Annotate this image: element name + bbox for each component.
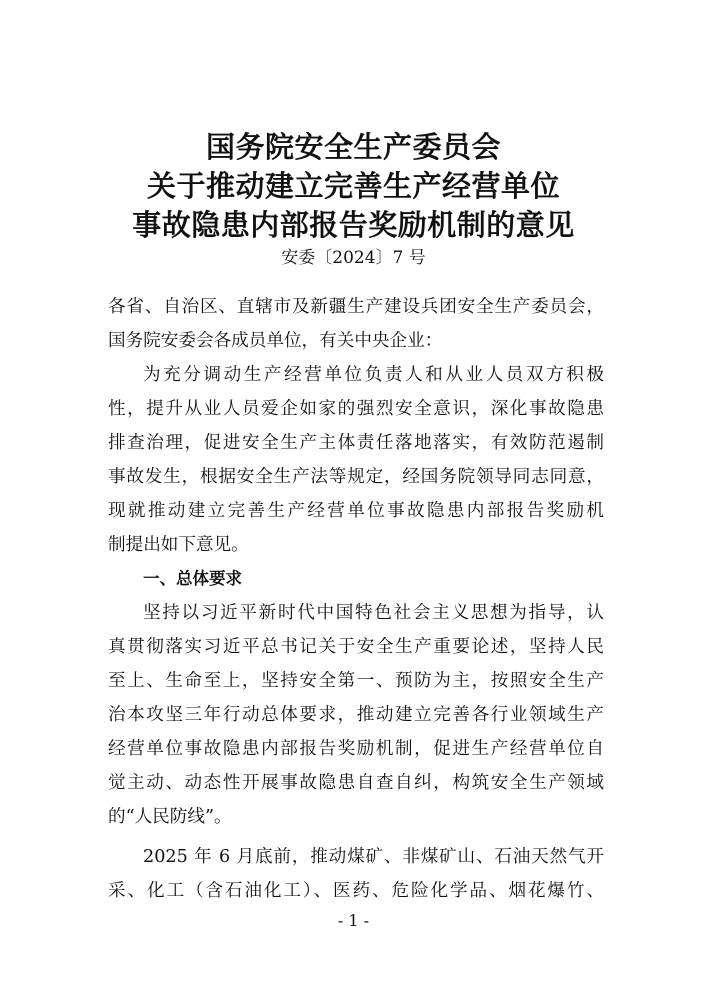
section1-p1-line-5: 经营单位事故隐患内部报告奖励机制，促进生产经营单位自 bbox=[108, 739, 604, 759]
section1-paragraph-1 bbox=[108, 596, 604, 834]
title-line-1: 国务院安全生产委员会 bbox=[205, 130, 501, 164]
title-line-3: 事故隐患内部报告奖励机制的意见 bbox=[132, 208, 575, 242]
section1-paragraph-2 bbox=[108, 840, 604, 908]
title-line-2: 关于推动建立完善生产经营单位 bbox=[146, 169, 560, 203]
intro-line-4: 事故发生，根据安全生产法等规定，经国务院领导同志同意， bbox=[108, 467, 604, 487]
document-body bbox=[108, 290, 604, 908]
section-heading-1: 一、总体要求 bbox=[143, 569, 242, 588]
page-number: - 1 - bbox=[337, 911, 370, 930]
section1-p2-line-1: 2025 年 6 月底前，推动煤矿、非煤矿山、石油天然气开 bbox=[143, 847, 604, 867]
section1-p2-line-2: 采、化工（含石油化工）、医药、危险化学品、烟花爆竹、 bbox=[108, 881, 604, 901]
intro-paragraph bbox=[108, 358, 604, 562]
intro-line-2: 性，提升从业人员爱企如家的强烈安全意识，深化事故隐患 bbox=[108, 399, 604, 419]
addressee-line-1: 各省、自治区、直辖市及新疆生产建设兵团安全生产委员会， bbox=[108, 297, 604, 317]
addressee-paragraph bbox=[108, 290, 604, 358]
section1-p1-line-3: 至上、生命至上，坚持安全第一、预防为主，按照安全生产 bbox=[108, 671, 604, 691]
section1-p1-line-1: 坚持以习近平新时代中国特色社会主义思想为指导，认 bbox=[143, 603, 604, 623]
intro-line-3: 排查治理，促进安全生产主体责任落地落实，有效防范遏制 bbox=[108, 433, 604, 453]
section1-p1-line-6: 觉主动、动态性开展事故隐患自查自纠，构筑安全生产领域 bbox=[108, 773, 604, 793]
section1-p1-line-7: 的“人民防线”。 bbox=[108, 807, 232, 827]
intro-line-1: 为充分调动生产经营单位负责人和从业人员双方积极 bbox=[143, 365, 604, 385]
document-title-block bbox=[0, 128, 707, 270]
section1-p1-line-4: 治本攻坚三年行动总体要求，推动建立完善各行业领域生产 bbox=[108, 705, 604, 725]
intro-line-5: 现就推动建立完善生产经营单位事故隐患内部报告奖励机 bbox=[108, 501, 604, 521]
addressee-line-2: 国务院安委会各成员单位，有关中央企业： bbox=[108, 331, 443, 351]
intro-line-6: 制提出如下意见。 bbox=[108, 535, 249, 555]
document-number: 安委〔2024〕7 号 bbox=[281, 248, 426, 268]
section1-p1-line-2: 真贯彻落实习近平总书记关于安全生产重要论述，坚持人民 bbox=[108, 637, 604, 657]
